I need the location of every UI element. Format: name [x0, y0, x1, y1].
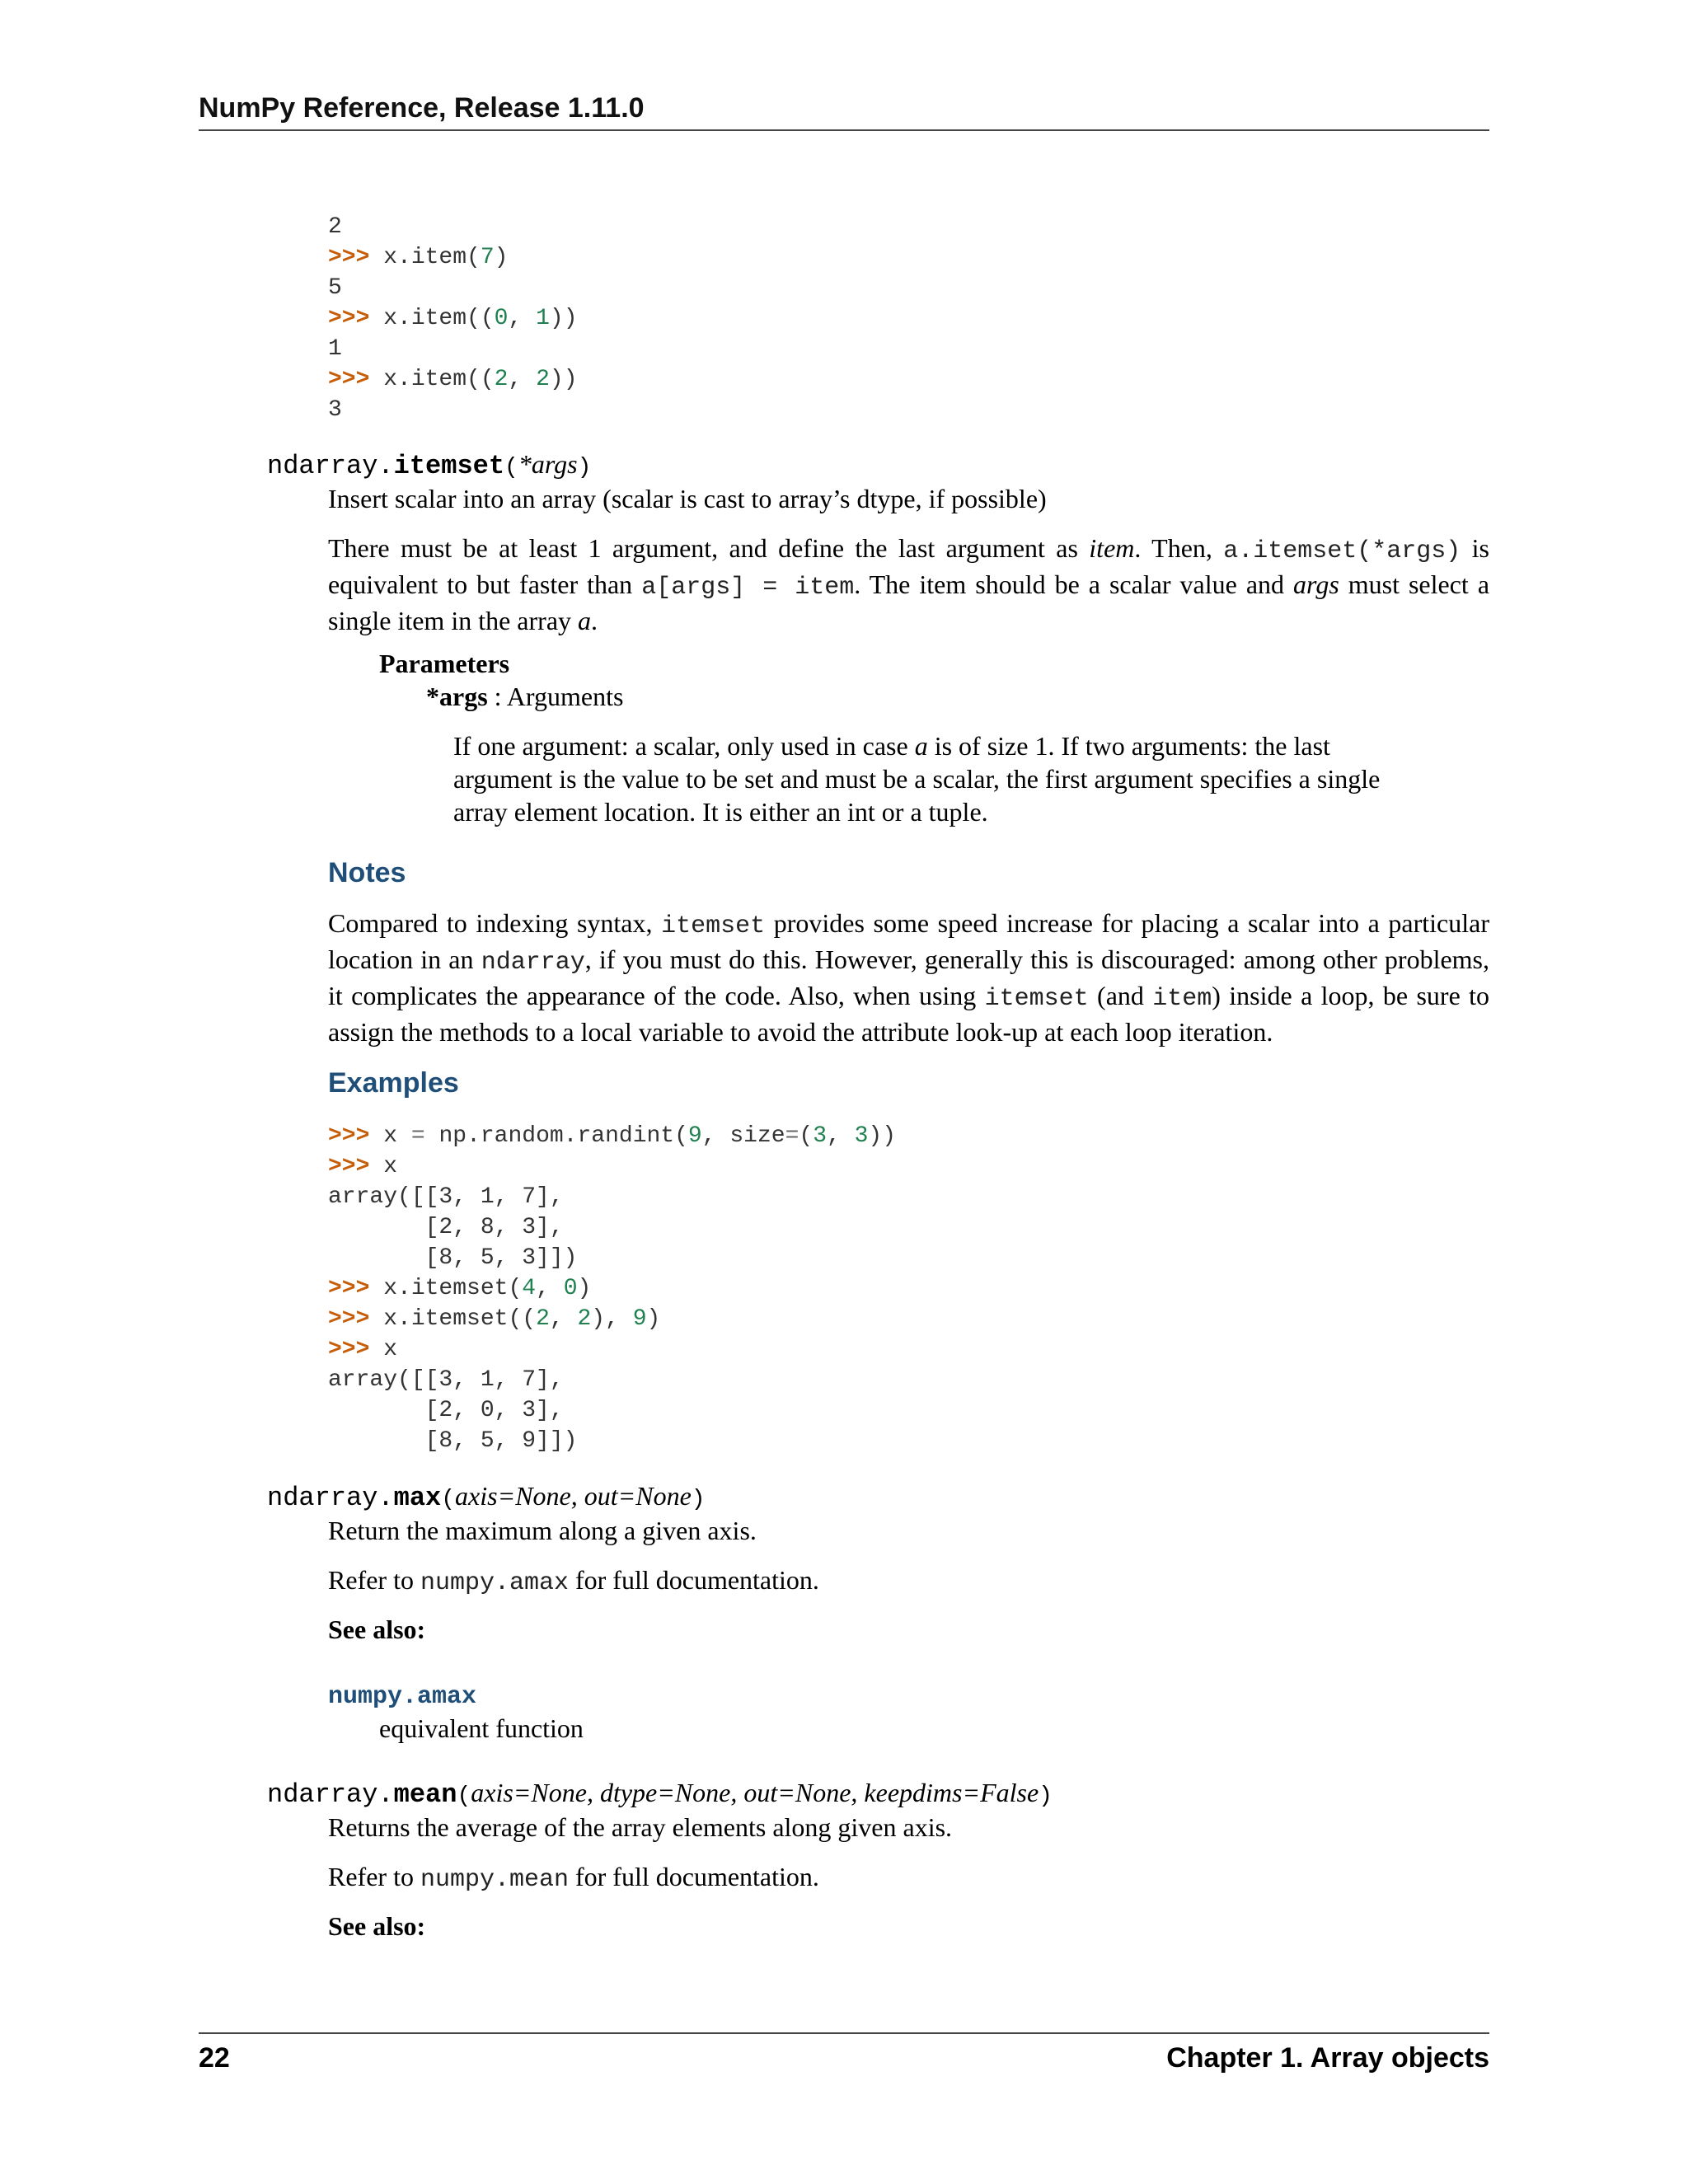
code-block-item-examples [328, 212, 578, 425]
code-text: ) [494, 245, 509, 270]
param-args-description: If one argument: a scalar, only used in case a is of size 1. If two arguments: the last argument is the value to be set and must be a scalar, the first argument specifies a single array element location. It is either an int or a tuple. [453, 731, 1381, 827]
code-prompt: >>> [328, 367, 370, 392]
signature-method-name: itemset [393, 451, 505, 481]
code-number: 2 [536, 367, 550, 392]
code-output: 1 [328, 336, 342, 362]
mean-see-also-label: See also: [328, 1911, 426, 1941]
code-prompt: >>> [328, 1337, 370, 1362]
notes-heading: Notes [328, 857, 406, 888]
code-output: [2, 8, 3], [328, 1215, 564, 1240]
code-output: [2, 0, 3], [328, 1398, 564, 1423]
param-type: : Arguments [487, 682, 624, 711]
signature-paren: ( [504, 455, 518, 480]
itemset-signature [267, 449, 591, 481]
item-link[interactable]: item [1152, 985, 1212, 1013]
code-number: 0 [494, 306, 509, 331]
code-output: array([[3, 1, 7], [328, 1367, 564, 1393]
code-output: [8, 5, 3]]) [328, 1245, 578, 1271]
see-also-numpy-amax-link[interactable]: numpy.amax [328, 1683, 477, 1711]
numpy-mean-link[interactable]: numpy.mean [420, 1866, 569, 1894]
code-number: 1 [536, 306, 550, 331]
page-header-title: NumPy Reference, Release 1.11.0 [199, 92, 645, 124]
max-see-also-label: See also: [328, 1615, 426, 1644]
code-output: array([[3, 1, 7], [328, 1184, 564, 1210]
signature-paren: ) [577, 455, 592, 480]
signature-args: axis=None, out=None [455, 1481, 692, 1511]
mean-signature: ndarray.mean(axis=None, dtype=None, out=None, keepdims=False) [267, 1778, 1053, 1810]
signature-args: *args [518, 449, 578, 479]
code-prompt: >>> [328, 1276, 370, 1301]
max-signature: ndarray.max(axis=None, out=None) [267, 1481, 706, 1513]
max-summary: Return the maximum along a given axis. [328, 1516, 757, 1545]
itemset-description: There must be at least 1 argument, and define the last argument as item. Then, a.itemset(*args) is equivalent to but faster than a[args] = item. The item should be a scalar value and args must select a single item in the array a. [328, 533, 1490, 635]
code-prompt: >>> [328, 1154, 370, 1179]
code-prompt: >>> [328, 1306, 370, 1332]
code-text: x.item(( [369, 367, 495, 392]
param-name: *args [426, 682, 488, 711]
signature-method-name: max [393, 1483, 442, 1513]
param-args [426, 680, 623, 713]
code-number: 2 [494, 367, 509, 392]
ndarray-link[interactable]: ndarray [481, 949, 585, 977]
signature-args: axis=None, dtype=None, out=None, keepdims=False [471, 1778, 1039, 1807]
code-prompt: >>> [328, 245, 370, 270]
page-number: 22 [199, 2042, 230, 2074]
code-output: 5 [328, 275, 342, 301]
signature-class: ndarray. [267, 1483, 394, 1513]
code-prompt: >>> [328, 306, 370, 331]
code-text: , [508, 306, 537, 331]
code-text: x.item(( [369, 306, 495, 331]
mean-refer: Refer to numpy.mean for full documentation. [328, 1862, 819, 1894]
see-also-description: equivalent function [379, 1713, 584, 1743]
footer-divider [199, 2032, 1489, 2034]
code-block-itemset-examples: >>> x = np.random.randint(9, size=(3, 3)) >>> x array([[3, 1, 7], [2, 8, 3], [8, 5, 3]]) >>> x.itemset(4, 0) >>> x.itemset((2, 2), 9) >>> x array([[3, 1, 7], [2, 0, 3], [8, 5, 9]]) [328, 1123, 897, 1454]
examples-heading: Examples [328, 1067, 459, 1099]
code-text: , [508, 367, 537, 392]
code-output: 2 [328, 214, 342, 240]
signature-class: ndarray. [267, 1779, 394, 1810]
code-output: 3 [328, 397, 342, 423]
max-refer: Refer to numpy.amax for full documentation. [328, 1565, 819, 1597]
parameters-label: Parameters [379, 649, 510, 678]
numpy-amax-link[interactable]: numpy.amax [420, 1569, 569, 1597]
code-number: 7 [480, 245, 495, 270]
signature-method-name: mean [393, 1779, 457, 1810]
code-prompt: >>> [328, 1123, 370, 1149]
code-text: x.item( [369, 245, 481, 270]
itemset-summary: Insert scalar into an array (scalar is cast to array’s dtype, if possible) [328, 484, 1047, 513]
chapter-label: Chapter 1. Array objects [1166, 2042, 1489, 2074]
code-text: )) [549, 306, 578, 331]
itemset-link[interactable]: itemset [984, 985, 1089, 1013]
signature-class: ndarray. [267, 451, 394, 481]
itemset-link[interactable]: itemset [661, 912, 766, 940]
mean-summary: Returns the average of the array elements along given axis. [328, 1812, 953, 1842]
code-text: )) [549, 367, 578, 392]
header-divider [199, 129, 1489, 131]
notes-paragraph: Compared to indexing syntax, itemset provides some speed increase for placing a scalar into a particular location in an ndarray, if you must do this. However, generally this is discouraged: among other problems, it complicates the appearance of the code. Also, when using itemset (and item) inside a loop, be sure to assign the methods to a local variable to avoid the attribute look-up at each loop iteration. [328, 908, 1490, 1047]
code-output: [8, 5, 9]]) [328, 1428, 578, 1454]
